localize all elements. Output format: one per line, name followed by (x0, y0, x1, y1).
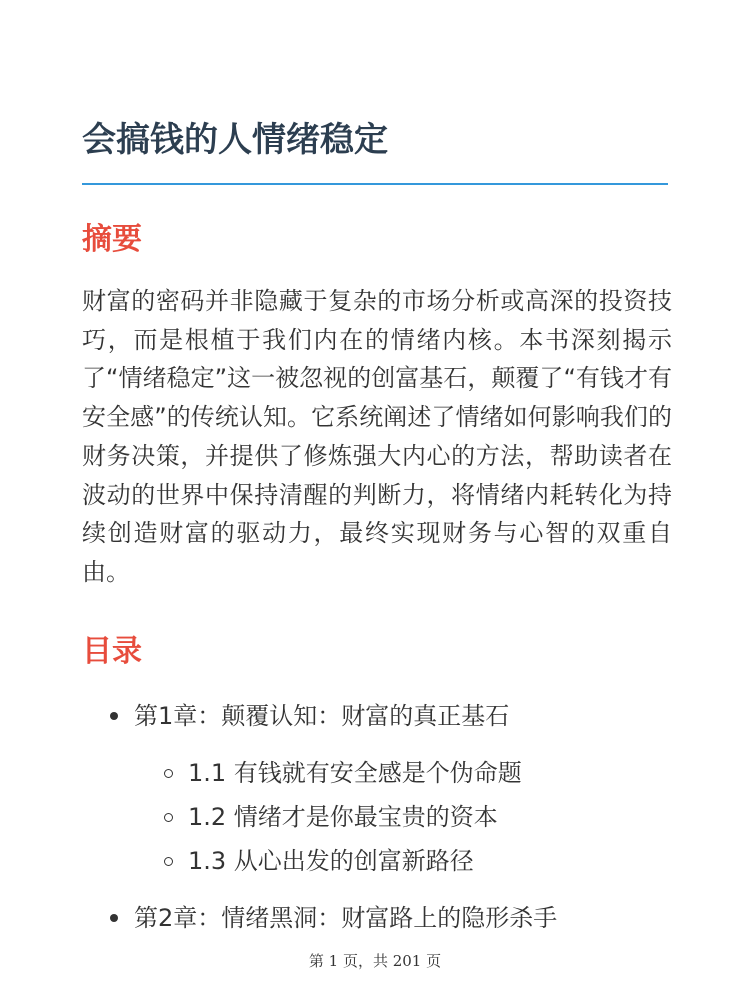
abstract-paragraph: 财富的密码并非隐藏于复杂的市场分析或高深的投资技巧，而是根植于我们内在的情绪内核。本书深刻揭示了“情绪稳定”这一被忽视的创富基石，颠覆了“有钱才有安全感”的传统认知。它系统阐述了情绪如何影响我们的财务决策，并提供了修炼强大内心的方法，帮助读者在波动的世界中保持清醒的判断力，将情绪内耗转化为持续创造财富的驱动力，最终实现财务与心智的双重自由。 (82, 287, 672, 586)
toc-heading: 目录 (82, 634, 142, 669)
toc-section-1-2[interactable]: 1.2 情绪才是你最宝贵的资本 (188, 803, 498, 831)
toc-chapter-2[interactable]: 第2章：情绪黑洞：财富路上的隐形杀手 (134, 904, 558, 932)
page-number-footer: 第 1 页，共 201 页 (308, 952, 442, 970)
toc-section-1-3[interactable]: 1.3 从心出发的创富新路径 (188, 847, 474, 875)
title-divider (82, 183, 668, 185)
bullet-dot-icon (110, 914, 118, 922)
toc-chapter-1[interactable]: 第1章：颠覆认知：财富的真正基石 (134, 702, 510, 730)
abstract-heading: 摘要 (82, 222, 142, 257)
toc-section-1-1[interactable]: 1.1 有钱就有安全感是个伪命题 (188, 759, 522, 787)
bullet-ring-icon (164, 857, 173, 866)
bullet-ring-icon (164, 813, 173, 822)
book-title: 会搞钱的人情绪稳定 (82, 120, 388, 160)
bullet-ring-icon (164, 769, 173, 778)
bullet-dot-icon (110, 712, 118, 720)
